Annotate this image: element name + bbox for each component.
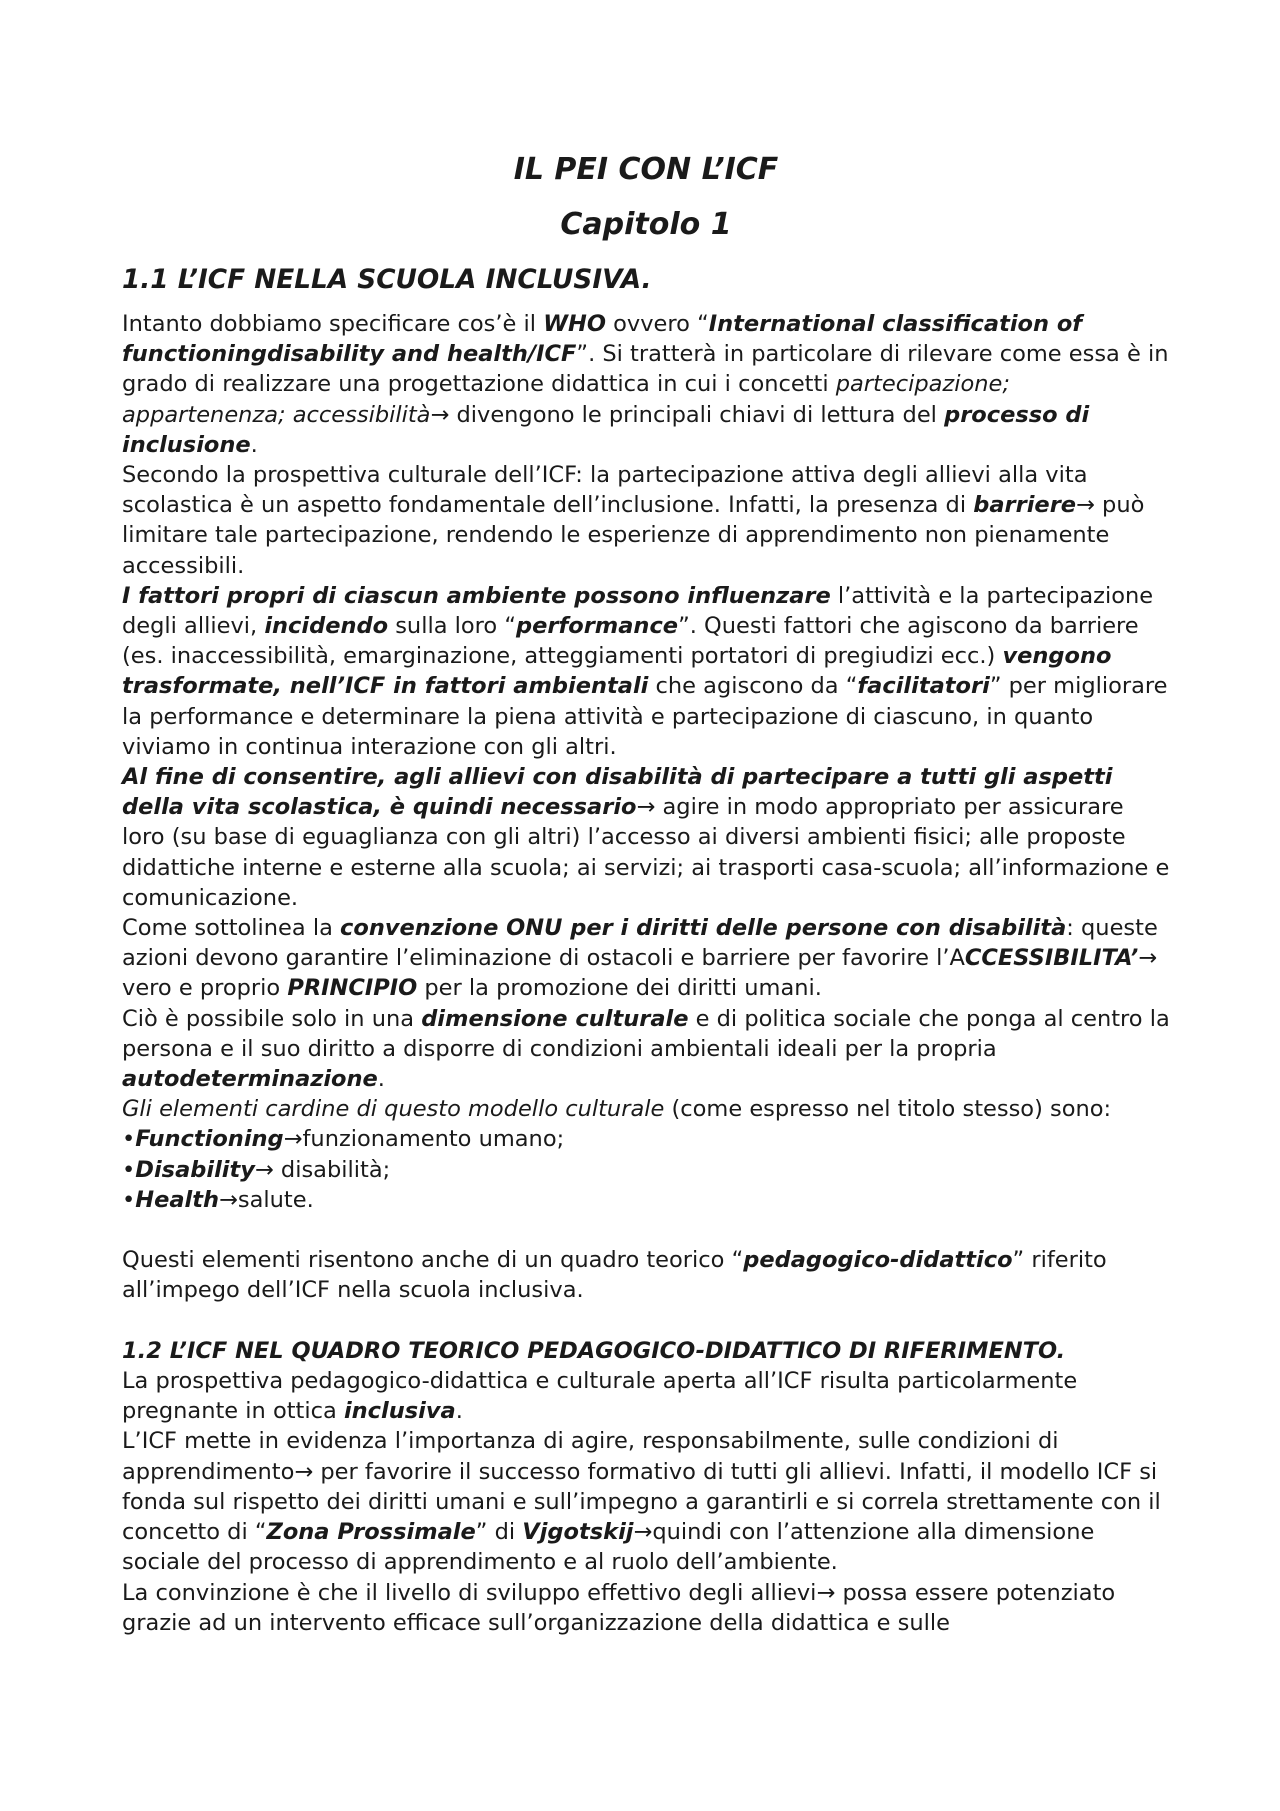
list-item: •Disability→ disabilità; [122, 1156, 391, 1183]
bullet-icon: • [122, 1126, 136, 1153]
paragraph: La prospettiva pedagogico-didattica e culturale aperta all’ICF risulta particolarmente pregnante in ottica inclusiva. [122, 1368, 1078, 1425]
chapter-title: Capitolo 1 [560, 207, 732, 242]
document-body [122, 309, 1170, 1638]
bullet-icon: • [122, 1186, 136, 1213]
paragraph: Come sottolinea la convenzione ONU per i diritti delle persone con disabilità: queste azioni devono garantire l’eliminazione di ostacoli e barriere per favorire l’ACCESSIBILITA’→ vero e proprio PRINCIPIO per la promozione dei diritti umani. [122, 915, 1158, 1002]
paragraph: Secondo la prospettiva culturale dell’ICF: la partecipazione attiva degli allievi alla vita scolastica è un aspetto fondamentale dell’inclusione. Infatti, la presenza di barriere→ può limitare tale partecipazione, rendendo le esperienze di apprendimento non pienamente accessibili. [122, 462, 1145, 579]
paragraph: Intanto dobbiamo specificare cos’è il WHO ovvero “International classification of functioningdisability and health/ICF”. Si tratterà in particolare di rilevare come essa è in grado di realizzare una progettazione didattica in cui i concetti partecipazione; appartenenza; accessibilità→ divengono le principali chiavi di lettura del processo di inclusione. [122, 311, 1169, 458]
list-item: •Functioning→funzionamento umano; [122, 1126, 565, 1153]
spacer [122, 1306, 1170, 1336]
paragraph: Questi elementi risentono anche di un quadro teorico “pedagogico-didattico” riferito all’impego dell’ICF nella scuola inclusiva. [122, 1247, 1107, 1304]
paragraph: Al fine di consentire, agli allievi con disabilità di partecipare a tutti gli aspetti della vita scolastica, è quindi necessario→ agire in modo appropriato per assicurare loro (su base di eguaglianza con gli altri) l’accesso ai diversi ambienti fisici; alle proposte didattiche interne e esterne alla scuola; ai servizi; ai trasporti casa-scuola; all’informazione e comunicazione. [122, 764, 1170, 911]
spacer [122, 1215, 1170, 1245]
paragraph: L’ICF mette in evidenza l’importanza di agire, responsabilmente, sulle condizioni di apprendimento→ per favorire il successo formativo di tutti gli allievi. Infatti, il modello ICF si fonda sul rispetto dei diritti umani e sull’impegno a garantirli e si correla strettamente con il concetto di “Zona Prossimale” di Vjgotskij→quindi con l’attenzione alla dimensione sociale del processo di apprendimento e al ruolo dell’ambiente. [122, 1428, 1161, 1576]
document-title: IL PEI CON L’ICF [513, 152, 779, 187]
bullet-icon: • [122, 1156, 136, 1183]
paragraph: Ciò è possibile solo in una dimensione culturale e di politica sociale che ponga al centro la persona e il suo diritto a disporre di condizioni ambientali ideali per la propria autodeterminazione. [122, 1005, 1170, 1093]
section-2-heading: 1.2 L’ICF NEL QUADRO TEORICO PEDAGOGICO-DIDATTICO DI RIFERIMENTO. [122, 1337, 1066, 1364]
paragraph: I fattori propri di ciascun ambiente possono influenzare l’attività e la partecipazione degli allievi, incidendo sulla loro “performance”. Questi fattori che agiscono da barriere (es. inaccessibilità, emarginazione, atteggiamenti portatori di pregiudizi ecc.) vengono trasformate, nell’ICF in fattori ambientali che agiscono da “facilitatori” per migliorare la performance e determinare la piena attività e partecipazione di ciascuno, in quanto viviamo in continua interazione con gli altri. [122, 582, 1168, 760]
list-item: •Health→salute. [122, 1186, 314, 1213]
paragraph: Gli elementi cardine di questo modello culturale (come espresso nel titolo stesso) sono: [122, 1096, 1112, 1123]
paragraph: La convinzione è che il livello di sviluppo effettivo degli allievi→ possa essere potenziato grazie ad un intervento efficace sull’organizzazione della didattica e sulle [122, 1579, 1116, 1636]
section-1-heading: 1.1 L’ICF NELLA SCUOLA INCLUSIVA. [122, 265, 652, 295]
